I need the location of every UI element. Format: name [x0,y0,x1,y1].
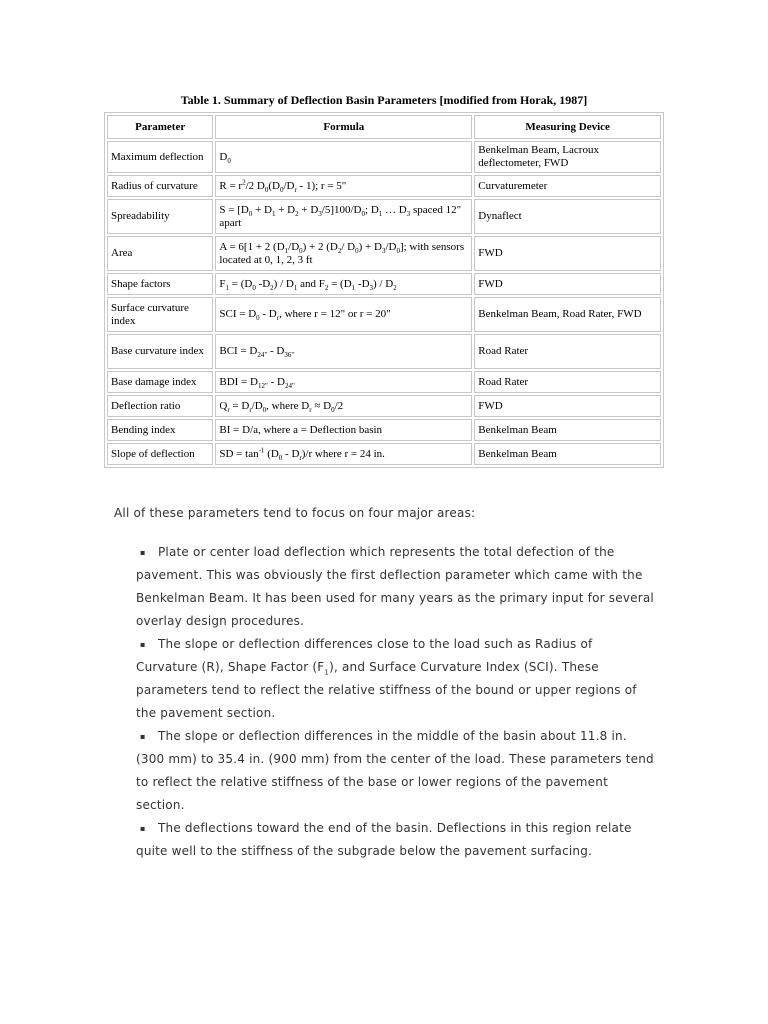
table-row [107,443,661,465]
parameter-cell: Shape factors [107,273,213,295]
parameter-cell: Maximum deflection [107,141,213,173]
parameter-cell: Deflection ratio [107,395,213,417]
table-row [107,371,661,393]
table-caption: Table 1. Summary of Deflection Basin Parameters [modified from Horak, 1987] [180,93,588,107]
parameter-cell: Base curvature index [107,334,213,369]
formula-cell: $D_0$ [215,141,472,173]
formula-cell: $R = r^2/2$ $D_0(D_0/D_r - 1)$; r = 5" [215,175,472,197]
device-cell: Benkelman Beam, Lacroux deflectometer, FWD [474,141,661,173]
device-cell: Dynaflect [474,199,661,234]
formula-cell: SD = $\tan^{-1} (D_0 - D_r)/r$ where r = 24 in. [215,443,472,465]
device-cell: Benkelman Beam [474,443,661,465]
parameter-cell: Surface curvature index [107,297,213,332]
header-formula: Formula [215,115,472,139]
device-cell: Curvaturemeter [474,175,661,197]
bullet-icon: ▪ [140,824,146,833]
parameter-cell: Bending index [107,419,213,441]
table-row [107,395,661,417]
bullet-icon: ▪ [140,548,146,557]
intro-paragraph: All of these parameters tend to focus on four major areas: [114,506,476,520]
formula-cell: BI = D/a, where a = Deflection basin [215,419,472,441]
formula-cell: $Q_r = D_r/D_0$, where $D_r \approx D_0/2$ [215,395,472,417]
list-item [136,725,656,817]
list-item [136,633,656,725]
header-measuring-device: Measuring Device [474,115,661,139]
formula-cell: $S = [D_0 + D_1 + D_2 + D_3/5]100/D_0$; $D_1$ … $D_3$ spaced 12" apart [215,199,472,234]
table-header-row [107,115,661,139]
bullet-icon: ▪ [140,640,146,649]
parameter-cell: Base damage index [107,371,213,393]
list-item-text: The deflections toward the end of the basin. Deflections in this region relate quite well to the stiffness of the subgrade below the pavement surfacing. [136,821,632,858]
device-cell: Road Rater [474,371,661,393]
formula-cell: $F_1 = (D_0$ $-D_2) / D_1$ and $F_2 = (D_1$ $-D_3) / D_2$ [215,273,472,295]
deflection-parameters-table [104,112,664,468]
list-item-text: Plate or center load deflection which represents the total defection of the pavement. This was obviously the first deflection parameter which came with the Benkelman Beam. It has been used for many years as the primary input for several overlay design procedures. [136,545,654,628]
parameter-cell: Spreadability [107,199,213,234]
list-item [136,817,656,863]
bullet-list [136,541,656,863]
parameter-cell: Slope of deflection [107,443,213,465]
list-item-text: The slope or deflection differences in the middle of the basin about 11.8 in. (300 mm) to 35.4 in. (900 mm) from the center of the load. These parameters tend to reflect the relative stiffness of the base or lower regions of the pavement section. [136,729,654,812]
formula-cell: BCI = $D_{24"} - D_{36"}$ [215,334,472,369]
list-item [136,541,656,633]
parameter-cell: Area [107,236,213,271]
device-cell: Road Rater [474,334,661,369]
device-cell: FWD [474,273,661,295]
header-parameter: Parameter [107,115,213,139]
parameter-cell: Radius of curvature [107,175,213,197]
table-body [107,141,661,465]
table-row [107,297,661,332]
table-row [107,334,661,369]
device-cell: Benkelman Beam, Road Rater, FWD [474,297,661,332]
list-item-text: The slope or deflection differences close to the load such as Radius of Curvature (R), Shape Factor $(F_1)$, and Surface Curvature Index (SCI). These parameters tend to reflect the relative stiffness of the bound or upper regions of the pavement section. [136,637,637,720]
device-cell: FWD [474,395,661,417]
table-row [107,419,661,441]
device-cell: FWD [474,236,661,271]
table-row [107,199,661,234]
device-cell: Benkelman Beam [474,419,661,441]
formula-cell: BDI = $D_{12"} - D_{24"}$ [215,371,472,393]
table-row [107,236,661,271]
bullet-icon: ▪ [140,732,146,741]
formula-cell: SCI = $D_0 - D_r$, where r = 12" or r = 20" [215,297,472,332]
table-row [107,273,661,295]
formula-cell: A = 6[1 + 2 $(D_1/D_0) + 2$ ($D_2/$ $D_0) + D_3/D_0$]; with sensors located at 0, 1, 2, 3 ft [215,236,472,271]
table-row [107,175,661,197]
table-row [107,141,661,173]
